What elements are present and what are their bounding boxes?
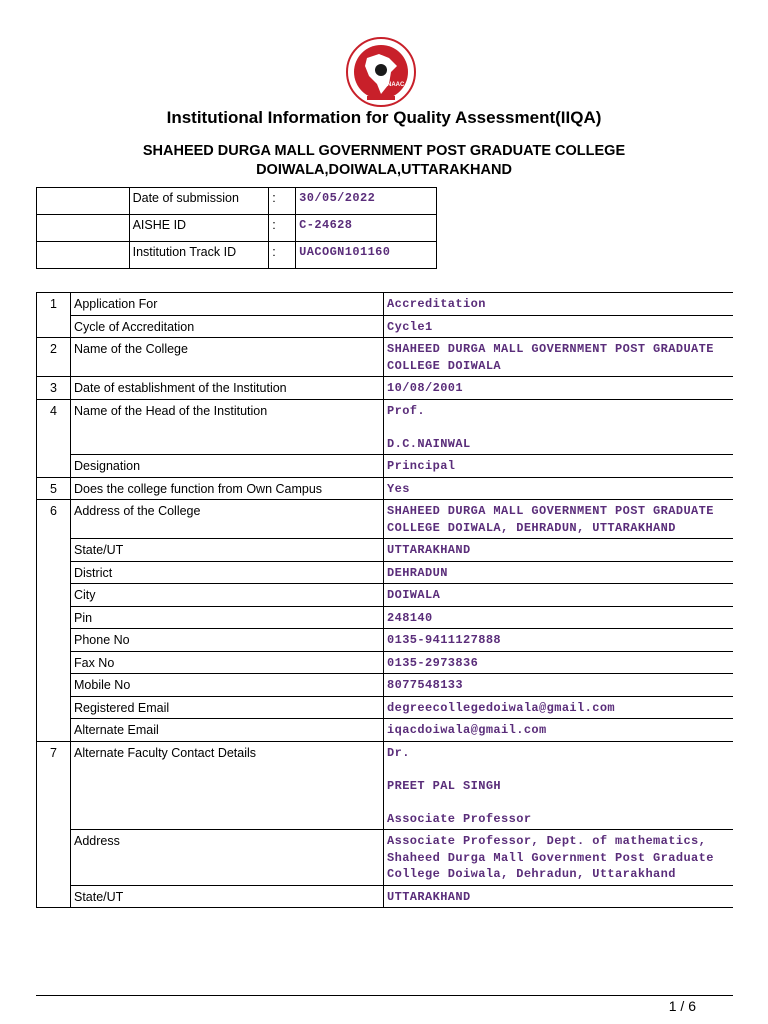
field-label: Does the college function from Own Campus (71, 477, 384, 500)
field-value: Accreditation (384, 293, 734, 316)
submission-value: UACOGN101160 (296, 242, 437, 269)
info-row (37, 561, 734, 584)
row-number: 5 (37, 477, 71, 500)
submission-row (37, 215, 437, 242)
field-label: Address (71, 830, 384, 886)
info-row (37, 477, 734, 500)
submission-separator: : (269, 188, 296, 215)
field-label: Application For (71, 293, 384, 316)
info-row (37, 399, 734, 455)
field-label: District (71, 561, 384, 584)
info-row (37, 830, 734, 886)
info-row (37, 584, 734, 607)
field-label: Pin (71, 606, 384, 629)
page-title: Institutional Information for Quality Assessment(IIQA) (166, 108, 602, 127)
field-value: DEHRADUN (384, 561, 734, 584)
field-label: Fax No (71, 651, 384, 674)
submission-separator: : (269, 242, 296, 269)
row-number: 1 (37, 293, 71, 338)
submission-row (37, 188, 437, 215)
submission-separator: : (269, 215, 296, 242)
college-line-1: SHAHEED DURGA MALL GOVERNMENT POST GRADUATE COLLEGE (142, 143, 626, 159)
info-row (37, 539, 734, 562)
field-value: 10/08/2001 (384, 377, 734, 400)
field-label: Registered Email (71, 696, 384, 719)
submission-blank-cell (37, 188, 130, 215)
field-label: Name of the College (71, 338, 384, 377)
info-row (37, 500, 734, 539)
info-row (37, 885, 734, 908)
submission-label: AISHE ID (129, 215, 269, 242)
info-row (37, 741, 734, 830)
field-value: Yes (384, 477, 734, 500)
field-label: State/UT (71, 885, 384, 908)
info-row (37, 651, 734, 674)
field-label: Date of establishment of the Institution (71, 377, 384, 400)
field-value: degreecollegedoiwala@gmail.com (384, 696, 734, 719)
info-row (37, 293, 734, 316)
info-row (37, 377, 734, 400)
field-label: Alternate Faculty Contact Details (71, 741, 384, 830)
submission-value: C-24628 (296, 215, 437, 242)
field-label: Phone No (71, 629, 384, 652)
field-value: Cycle1 (384, 315, 734, 338)
info-row (37, 674, 734, 697)
field-label: Mobile No (71, 674, 384, 697)
submission-blank-cell (37, 215, 130, 242)
field-label: State/UT (71, 539, 384, 562)
row-number: 7 (37, 741, 71, 908)
info-table (36, 292, 733, 908)
info-row (37, 338, 734, 377)
field-label: City (71, 584, 384, 607)
field-value: 0135-9411127888 (384, 629, 734, 652)
info-row (37, 606, 734, 629)
field-value: SHAHEED DURGA MALL GOVERNMENT POST GRADUATE COLLEGE DOIWALA (384, 338, 734, 377)
row-number: 6 (37, 500, 71, 742)
svg-text:NAAC: NAAC (387, 82, 405, 88)
naac-seal-icon (345, 36, 417, 108)
info-row (37, 696, 734, 719)
field-value: 248140 (384, 606, 734, 629)
field-value: iqacdoiwala@gmail.com (384, 719, 734, 742)
field-value: Dr. PREET PAL SINGH Associate Professor (384, 741, 734, 830)
row-number: 2 (37, 338, 71, 377)
field-value: Associate Professor, Dept. of mathematics, Shaheed Durga Mall Government Post Graduate College Doiwala, Dehradun, Uttarakhand (384, 830, 734, 886)
college-line-2: DOIWALA,DOIWALA,UTTARAKHAND (256, 162, 512, 178)
row-number: 3 (37, 377, 71, 400)
field-value: DOIWALA (384, 584, 734, 607)
info-row (37, 719, 734, 742)
info-row (37, 629, 734, 652)
field-label: Address of the College (71, 500, 384, 539)
field-value: SHAHEED DURGA MALL GOVERNMENT POST GRADUATE COLLEGE DOIWALA, DEHRADUN, UTTARAKHAND (384, 500, 734, 539)
field-label: Cycle of Accreditation (71, 315, 384, 338)
info-row (37, 315, 734, 338)
field-label: Alternate Email (71, 719, 384, 742)
field-value: UTTARAKHAND (384, 885, 734, 908)
info-row (37, 455, 734, 478)
submission-label: Date of submission (129, 188, 269, 215)
field-value: 0135-2973836 (384, 651, 734, 674)
field-value: Prof. D.C.NAINWAL (384, 399, 734, 455)
submission-value: 30/05/2022 (296, 188, 437, 215)
submission-table (36, 187, 437, 269)
college-heading (0, 142, 768, 180)
submission-blank-cell (37, 242, 130, 269)
field-label: Designation (71, 455, 384, 478)
page-number: 1 / 6 (668, 998, 696, 1014)
submission-label: Institution Track ID (129, 242, 269, 269)
field-value: Principal (384, 455, 734, 478)
field-label: Name of the Head of the Institution (71, 399, 384, 455)
field-value: 8077548133 (384, 674, 734, 697)
field-value: UTTARAKHAND (384, 539, 734, 562)
row-number: 4 (37, 399, 71, 477)
footer-divider (36, 995, 733, 996)
info-table-viewport (36, 292, 733, 955)
submission-row (37, 242, 437, 269)
